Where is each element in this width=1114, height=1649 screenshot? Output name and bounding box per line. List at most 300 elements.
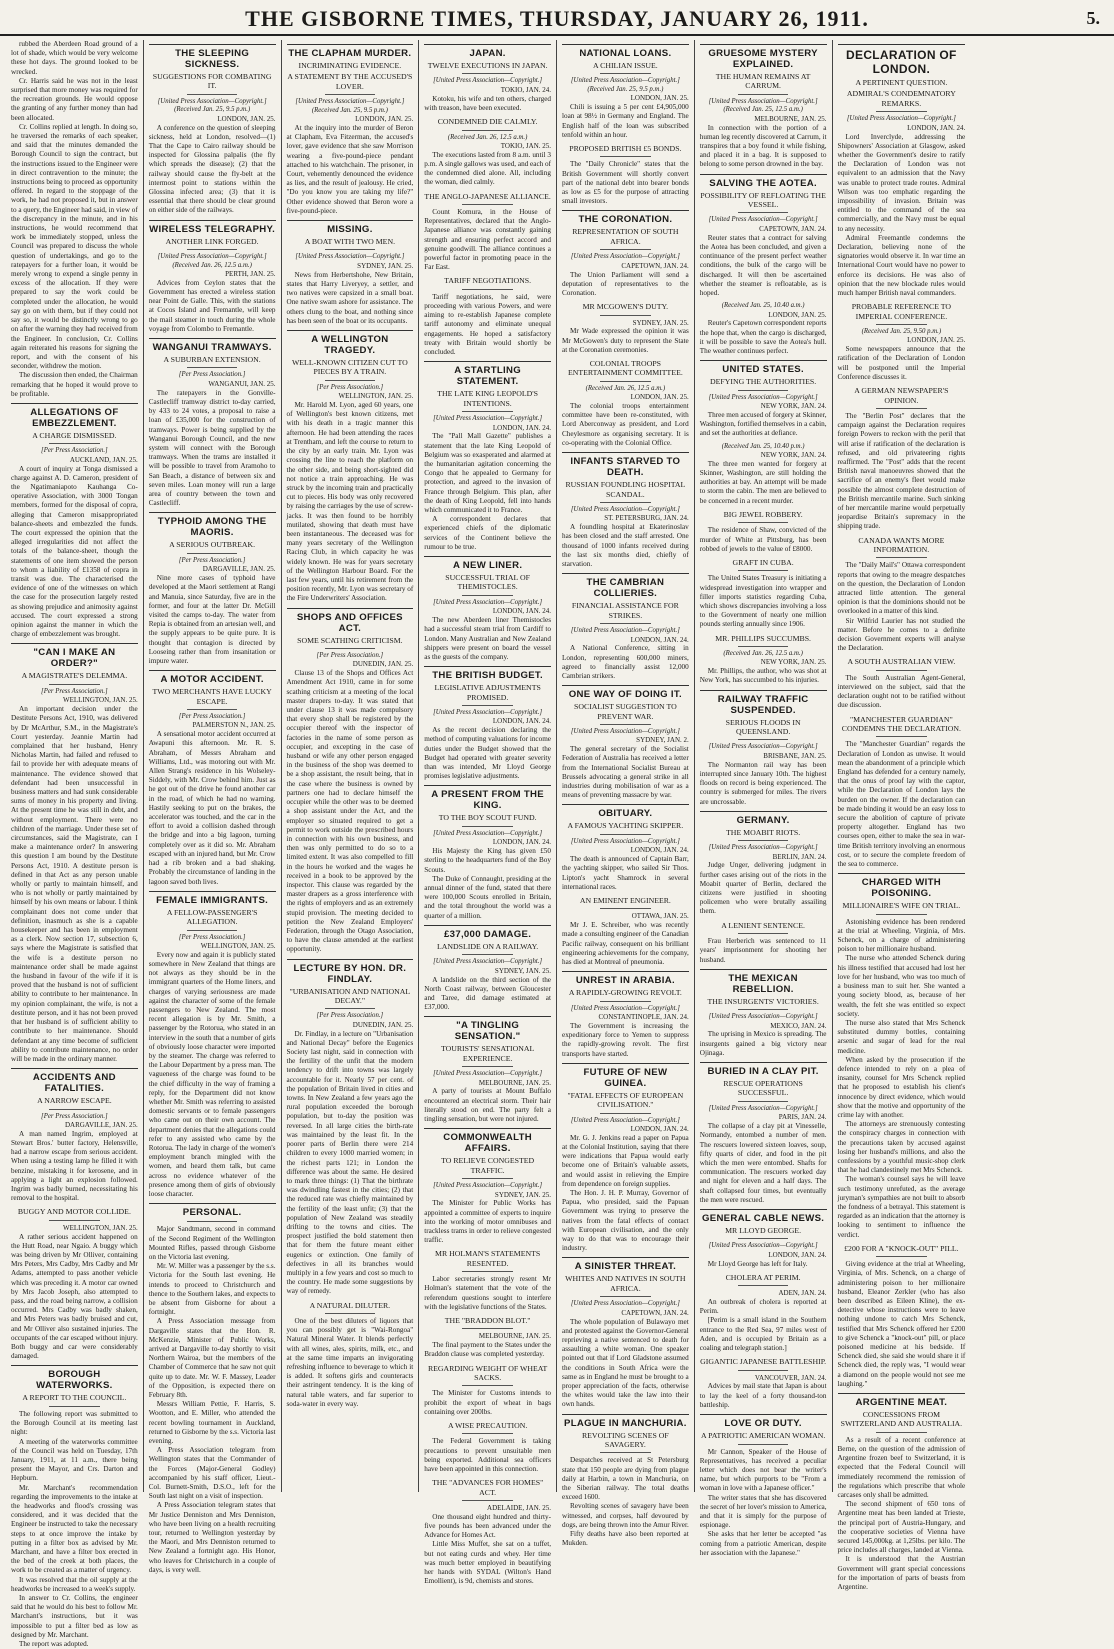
article-paragraph: The three men wanted for forgery at Skinner, Washington, are still holding the authorities at bay. An attempt will be made to storm the cabin. The men are believed to be concerned in a recent murder. bbox=[699, 459, 827, 505]
article-subheading: RUSSIAN FOUNDLING HOSPITAL SCANDAL. bbox=[565, 480, 686, 499]
dateline: LONDON, JAN. 25. bbox=[630, 393, 689, 402]
article-subheading: ADMIRAL'S CONDEMNATORY REMARKS. bbox=[846, 89, 956, 108]
press-credit: (Received Jan. 26, 12.5 a.m.) bbox=[585, 384, 666, 392]
divider-rule bbox=[600, 502, 651, 503]
article-subheading: MR MCGOWEN'S DUTY. bbox=[582, 302, 669, 312]
divider-rule bbox=[462, 411, 513, 412]
divider-rule bbox=[876, 557, 927, 558]
press-credit: [Per Press Association.] bbox=[178, 556, 246, 564]
dateline: ADEN, JAN. 24. bbox=[778, 1289, 827, 1298]
article bbox=[424, 1364, 551, 1417]
article-paragraph: Mr. G. J. Jenkins read a paper on Papua at the Colonial Institution, saying that there were indications that Papua would early become one of Britain's valuable assets, and would assist in relieving the Empire from dependence on foreign supplies. bbox=[562, 1133, 689, 1188]
divider-rule bbox=[600, 73, 651, 74]
article-paragraph: Judge Unger, delivering judgment in further cases arising out of the riots in the Moabit quarter of Berlin, declared the citizens were justified in shooting policemen who were brutally assailing them. bbox=[699, 861, 827, 916]
article-headline: OBITUARY. bbox=[562, 804, 689, 819]
article-paragraph: A court of inquiry at Tonga dismissed a charge against A. D. Cameron, president of the Ngatimaniapoto Kauhanga Co-operative Association, with 3000 Tongan members, formed for the disposal of copra, alleging that Cameron misappropriated balance-sheets and embezzled the funds. The court expressed the opinion that the alleged irregularities did not affect the totals of the balance-sheet, though the statements of one item showed the person to whom a liability of £1358 of copra in transit was due. The characterised the evidence of one of the witnesses on which the case for the prosecution largely rested as showing prejudice and animosity against accused. The court expressed a strong opinion against the manner in which the charge of embezzlement was brought. bbox=[11, 464, 138, 639]
article bbox=[700, 690, 827, 807]
article-headline: LECTURE BY HON. DR. FINDLAY. bbox=[287, 959, 414, 985]
press-credit: [Per Press Association.] bbox=[178, 712, 246, 720]
press-credit: (Received Jan. 25, 9.50 p.m.) bbox=[861, 327, 942, 335]
article-paragraph: Cr. Collins replied at length. In doing so, he traversed the remarks of each speaker, and said that the minutes demanded the Borough Council to sign the contract, but the instructions issued to the Engineer were in direct contravention to the minute; the instructions being to proceed as opportunity offered. In regard to the stoppage of the work, he had not proposed it, but in answer to a query, the Engineer had said, in view of the discrepancy in the minute, and in his instructions, he would recommend that work be immediately stopped, unless the Council was prepared to discuss the whole question of undertakings, and go to the ratepayers for a further loan, it would be merely wrong to expend a single penny in excess of the allocation. If they were prepared to say the work could be completed under the allocation, he would say go on with them, but if they could not say so, it would be distinctly wrong to go on after the warning they had received from the Engineer. In conclusion, Cr. Collins again reiterated his reasons for signing the report, and with the consent of his seconder, withdrew the motion. bbox=[11, 122, 138, 371]
dateline: LONDON, JAN. 25. bbox=[217, 114, 276, 123]
article-headline: TYPHOID AMONG THE MAORIS. bbox=[149, 512, 276, 538]
divider-rule bbox=[876, 324, 927, 325]
article-subheading: REPRESENTATION OF SOUTH AFRICA. bbox=[572, 227, 679, 246]
divider-rule bbox=[462, 289, 513, 290]
article-subheading: DEFYING THE AUTHORITIES. bbox=[710, 377, 817, 387]
article-subheading: AN EMINENT ENGINEER. bbox=[579, 895, 671, 905]
divider-rule bbox=[462, 1385, 513, 1386]
divider-rule bbox=[738, 390, 789, 391]
article-subheading: A FELLOW-PASSENGER'S ALLEGATION. bbox=[166, 907, 258, 927]
article bbox=[562, 1414, 689, 1549]
divider-rule bbox=[876, 408, 927, 409]
article-headline: THE SLEEPING SICKNESS. bbox=[149, 44, 276, 70]
dateline: SYDNEY, JAN. 25. bbox=[357, 261, 414, 270]
article-paragraph: The "Pall Mall Gazette" publishes a statement that the late King Leopold of Belgium was so exasperated and alarmed at the humanitarian agitation concerning the Congo that he appealed to Germany for protection, and agreed to the invasion of France through Belgium. This plan, after the death of King Leopold, fell into hands which communicated it to France. bbox=[424, 432, 551, 515]
article bbox=[562, 1257, 689, 1409]
article-subheading: A SERIOUS OUTBREAK. bbox=[169, 540, 256, 550]
article bbox=[149, 1203, 276, 1575]
article-headline: A WELLINGTON TRAGEDY. bbox=[287, 330, 414, 356]
article-paragraph: Mr. Harold M. Lyon, aged 60 years, one of Wellington's best known citizens, met with his death in a tragic manner this afternoon. He had been attending the races at Trentham, and left the course to return to the city by an early train. Mr. Lyon was crossing the line to reach the platform on the other side, and being short-sighted did not notice a train approaching. He was struck by the incoming train and practically cut to pieces. His body was only recovered by raising the carriages by the use of screw-jacks. It was then found to be horribly mutilated, showing that death must have been instantaneous. The deceased was for many years secretary of the Wellington Racing Club, in which capacity he was widely known. He was for years secretary of the Wellington Harbour Board. For the last few years, until his retirement from the position recently, Mr. Lyon was secretary of the Fire Underwriters' Association. bbox=[286, 401, 414, 603]
press-credit: (Received Jan. 25, 10.40 a.m.) bbox=[721, 302, 805, 310]
divider-rule bbox=[876, 111, 927, 112]
article-subheading: REGARDING WEIGHT OF WHEAT SACKS. bbox=[427, 1363, 548, 1383]
article bbox=[11, 1068, 138, 1203]
divider-rule bbox=[738, 1370, 789, 1371]
divider-rule bbox=[876, 736, 927, 737]
article bbox=[562, 452, 689, 569]
press-credit: (Received Jan. 26, 12.5 a.m.) bbox=[723, 649, 803, 657]
article-subheading: A SOUTH AUSTRALIAN VIEW. bbox=[847, 657, 956, 667]
masthead bbox=[0, 0, 1114, 36]
article-headline: THE MEXICAN REBELLION. bbox=[700, 969, 827, 995]
press-credit: [Per Press Association.] bbox=[316, 1012, 384, 1020]
divider-rule bbox=[462, 204, 513, 205]
press-credit: [United Press Association—Copyright.] bbox=[846, 115, 956, 123]
dateline: DARGAVILLE, JAN. 25. bbox=[202, 565, 276, 574]
article-subheading: MR. PHILLIPS SUCCUMBS. bbox=[715, 633, 811, 643]
article-headline: SHOPS AND OFFICES ACT. bbox=[287, 608, 414, 634]
press-credit: [United Press Association—Copyright.] bbox=[433, 708, 543, 716]
article-paragraph: Every now and again it is publicly stated somewhere in New Zealand that things are not always as they should be in the immigrant quarters of the Home liners, and charges of varying seriousness are made against the character of some of the female passengers to New Zealand. The most recent allegation is by Mr. Smith, a passenger by the Rotorua, who stated in an interview in the south that a number of girls of obviously loose character were imported by the steamer. The charge was referred to the Labour Department by a press man. The vagueness of the charge was found to be the chief difficulty in the way of framing a reply, for the Department did not know whether Mr. Smith was referring to assisted domestic servants or to female passengers who came out on their own account. The department denies that the allegations could refer to any assisted who came by the Rotorua. The lady in charge of the women's employment branch mingled with the women, and heard them talk, but came across no evidence whatever of the presence among them of girls of obviously loose character. bbox=[148, 950, 276, 1199]
dateline: NEW YORK, JAN. 24. bbox=[760, 451, 827, 460]
article bbox=[287, 330, 414, 604]
article-paragraph: The following report was submitted to the Borough Council at its meeting last night: bbox=[11, 1409, 138, 1437]
article-subheading: SUCCESSFUL TRIAL OF THEMISTOCLES. bbox=[445, 573, 530, 592]
column-1 bbox=[6, 40, 144, 1648]
article bbox=[562, 359, 689, 448]
press-credit: [United Press Association—Copyright.] bbox=[570, 627, 680, 635]
divider-rule bbox=[600, 249, 651, 250]
divider-rule bbox=[462, 705, 513, 706]
article-subheading: BIG JEWEL ROBBERY. bbox=[723, 509, 803, 519]
article-subheading: A LENIENT SENTENCE. bbox=[721, 920, 805, 930]
article-paragraph: The "Daily Mail's" Ottawa correspondent reports that owing to the meagre despatches on the question, the Declaration of London attracted little attention. The general opinion is that the dominions should not be overlooked in a matter of this kind. bbox=[837, 561, 966, 616]
dateline: LONDON, JAN. 24. bbox=[492, 717, 551, 726]
article-paragraph: Reuter states that a contract for salving the Aotea has been concluded, and given a continuance of the present perfect weather conditions, the bulk of the cargo will be discharged. It will then be ascertained whether the steamer is refloatable, as is hoped. bbox=[699, 233, 827, 297]
article-headline: UNREST IN ARABIA. bbox=[562, 971, 689, 986]
article-subheading: THE "ADVANCES FOR HOMES" ACT. bbox=[431, 1478, 544, 1497]
article-subheading: THE ANGLO-JAPANESE ALLIANCE. bbox=[424, 191, 551, 201]
press-credit: [United Press Association—Copyright.] bbox=[708, 393, 818, 401]
article-subheading: "FATAL EFFECTS OF EUROPEAN CIVILISATION." bbox=[567, 1090, 684, 1110]
press-credit: [United Press Association—Copyright.] bbox=[708, 743, 818, 751]
article bbox=[149, 44, 276, 216]
article-paragraph: An outbreak of cholera is reported at Perim. bbox=[699, 1298, 827, 1316]
article-headline: UNITED STATES. bbox=[700, 360, 827, 375]
dateline: PERTH, JAN. 25. bbox=[225, 270, 276, 279]
article-subheading: A MAGISTRATE'S DELEMMA. bbox=[21, 671, 128, 681]
divider-rule bbox=[600, 156, 651, 157]
article bbox=[838, 44, 966, 298]
article-subheading: COLONIAL TROOPS ENTERTAINMENT COMMITTEE. bbox=[567, 358, 683, 378]
article bbox=[424, 192, 551, 273]
divider-rule bbox=[738, 840, 789, 841]
press-credit: [United Press Association—Copyright.] bbox=[433, 958, 543, 966]
article-headline: PERSONAL. bbox=[149, 1203, 276, 1218]
article bbox=[700, 1062, 827, 1205]
article-headline: COMMONWEALTH AFFAIRS. bbox=[424, 1128, 551, 1154]
article-paragraph: Mr Lloyd George has left for Italy. bbox=[707, 1259, 808, 1268]
article-paragraph: Mr. W. Miller was a passenger by the s.s. Victoria for the South last evening. He intends to proceed to Christchurch and thence to the Southern lakes, and expects to be absent from Gisborne for about a fortnight. bbox=[148, 1262, 276, 1317]
article-paragraph: Nine more cases of typhoid have developed at the Maori settlement at Rangi and Manuia, since Saturday, five are in the former, and four at the latter Dr. McGill visited the camps to-day. The water from Repia is obtained from an artesian well, and the supply appears to be quite pure. It is thought that contagion is directed by Looseing rather than from insanitation or impure water. bbox=[148, 574, 276, 665]
article-headline: CHARGED WITH POISONING. bbox=[838, 873, 966, 899]
article-paragraph: Advices from Ceylon states that the Government has erected a wireless station near Point de Galle. This, with the stations at Cocos Island and Fremantle, will keep the mail steamer in touch during the whole voyage from Colombo to Fremantle. bbox=[148, 278, 276, 333]
article-subheading: ANOTHER LINK FORGED. bbox=[165, 236, 259, 246]
divider-rule bbox=[738, 1009, 789, 1010]
divider-rule bbox=[187, 367, 238, 368]
article bbox=[562, 804, 689, 892]
article-paragraph: At the inquiry into the murder of Beron at Clapham, Eva Fitzerman, the accused's lover, gave evidence that she saw Morrison wearing a five-pound-piece pendant attached to his watchchain. The prisoner, in Court, vehemently denounced the evidence as lies, and the result of jealousy. He cried, "Do you know you are taking my life?" Other evidence showed that Beron wore a five-pound-piece. bbox=[286, 124, 414, 215]
press-credit: [United Press Association—Copyright.] bbox=[433, 829, 543, 837]
article-paragraph: The woman's counsel says he will leave such testimony unrefuted, as the average juryman's sympathies are not built to absorb the fondness of a betrayal. This statement is regarded as an indication that the attorney is looking to sentiment to influence the verdict. bbox=[837, 1175, 966, 1239]
article-paragraph: Little Miss Muffet, she sat on a tuffet, but not eating curds and whey. Her time was much better employed in beautifying her hands with SYDAL (Wilton's Hand Emollient), is 9d, chemists and stores. bbox=[424, 1540, 551, 1586]
article-paragraph: The South Australian Agent-General, interviewed on the subject, said that the declaration ought not to be ratified without due discussion. bbox=[837, 673, 966, 710]
article bbox=[287, 44, 414, 216]
article bbox=[700, 174, 827, 299]
dateline: DUNEDIN, JAN. 25. bbox=[352, 660, 414, 669]
article-paragraph: Mr. Marchant's recommendation regarding the improvements to the intake at the headworks and flood's crossing was considered, and it was decided that the Engineer be instructed to take the necessary steps to at once improve the intake by putting in a filter box as advised by Mr. Marchant, and have a filter box erected in the bed of the creek at both places, the work to be created as a matter of urgency. bbox=[11, 1483, 138, 1575]
article bbox=[562, 144, 689, 206]
divider-rule bbox=[325, 1008, 376, 1009]
article-paragraph: Labor secretaries strongly resent Mr Holman's statement that the vote of the referendum questions sought to interfere with the legislative functions of the States. bbox=[424, 1275, 551, 1311]
article-paragraph: A party of tourists at Mount Buffalo encountered an electrical storm. Their hair literally stood on end. The party felt a tingling sensation, but were not injured. bbox=[424, 1087, 551, 1124]
divider-rule bbox=[462, 130, 513, 131]
divider-rule bbox=[738, 1285, 789, 1286]
article bbox=[838, 657, 966, 710]
divider-rule bbox=[876, 1432, 927, 1433]
divider-rule bbox=[600, 315, 651, 316]
article bbox=[700, 969, 827, 1058]
divider-rule bbox=[738, 1444, 789, 1445]
article-paragraph: As the recent decision declaring the method of computing valuations for income duties under the Budget showed that the Budget had operated with greater severity than was intended, Mr Lloyd George promises legislative adjustments. bbox=[424, 726, 551, 781]
article-paragraph: The Minister for Customs intends to prohibit the export of wheat in bags containing over 200lbs. bbox=[424, 1389, 551, 1416]
article-paragraph: Frau Herberich was sentenced to 11 years' imprisonment for shooting her husband. bbox=[699, 937, 827, 964]
article-paragraph: The attorneys are strenuously contesting the conspiracy charges in connection with the precautions taken by accused against losing her husband's millions, and also the confessions by a youthful music-shop clerk that he had clandestinely met Mrs Schenck. bbox=[837, 1120, 966, 1175]
dateline: LONDON, JAN. 25. bbox=[630, 94, 689, 103]
press-credit: [United Press Association—Copyright.] bbox=[570, 1004, 680, 1012]
press-credit: [United Press Association—Copyright.] (Received Jan. 25, 12.5 a.m.) bbox=[708, 97, 818, 114]
article-paragraph: Kotoku, his wife and ten others, charged with treason, have been executed. bbox=[424, 94, 551, 112]
article-subheading: SERIOUS FLOODS IN QUEENSLAND. bbox=[725, 717, 801, 737]
article-paragraph: She asks that her letter be accepted "as coming from a patriotic American, despite her association with the Japanese." bbox=[699, 1530, 827, 1557]
article-subheading: THE "BRADDON BLOT." bbox=[444, 1316, 531, 1325]
dateline: LONDON, JAN. 25. bbox=[355, 115, 414, 124]
article-headline: NATIONAL LOANS. bbox=[562, 44, 689, 59]
article-subheading: A WISE PRECAUTION. bbox=[447, 1421, 528, 1431]
article-subheading: TOURISTS' SENSATIONAL EXPERIENCE. bbox=[440, 1044, 535, 1063]
article-subheading: BUGGY AND MOTOR COLLIDE. bbox=[17, 1207, 131, 1217]
article-paragraph: Astonishing evidence has been rendered at the trial at Wheeling, Virginia, of Mrs. Schenck, on a charge of administering poison to her millionaire husband. bbox=[837, 917, 966, 954]
press-credit: [United Press Association—Copyright.] bbox=[570, 253, 680, 261]
article bbox=[562, 685, 689, 800]
article-paragraph: A Press Association telegram from Wellington states that the Commander of the Forces (Major-General Godley) accompanied by his staff officer, Lieut.-Col. Burnett-Smith, D.S.O., left for the South last night on a visit of inspection. bbox=[148, 1446, 276, 1501]
article-headline: £37,000 DAMAGE. bbox=[424, 925, 551, 940]
article-subheading: LEGISLATIVE ADJUSTMENTS PROMISED. bbox=[434, 683, 541, 702]
divider-rule bbox=[738, 646, 789, 647]
article-headline: A SINISTER THREAT. bbox=[562, 1257, 689, 1272]
dateline: OTTAWA, JAN. 25. bbox=[631, 912, 689, 921]
press-credit: [United Press Association—Copyright.] bbox=[433, 1070, 543, 1078]
press-credit: [United Press Association—Copyright.] bbox=[570, 1116, 680, 1124]
article-paragraph: One of the best diluters of liquors that you can possibly get is "Wai-Rongoa" Natural Mineral Water. It blends perfectly with all wines, ales, spirits, milk, etc., and at the same time imparts an invigorating refreshing influence to beverage to which it is added. It softens girls and counteracts their astringent tendency. It is the king of natural table waters, and far superior to soda-water in every way. bbox=[286, 1316, 414, 1408]
article-paragraph: The residence of Shaw, convicted of the murder of White at Pittsburg, has been robbed of jewels to the value of £8000. bbox=[699, 526, 827, 553]
article bbox=[700, 1273, 827, 1353]
dateline: ST. PETERSBURG, JAN. 24. bbox=[604, 514, 689, 523]
article bbox=[700, 811, 827, 917]
column-4 bbox=[419, 40, 557, 1586]
press-credit: [United Press Association—Copyright.] (Received Jan. 26, 12.5 a.m.) bbox=[157, 253, 267, 269]
divider-rule bbox=[462, 1178, 513, 1179]
article-paragraph: Revolting scenes of savagery have been witnessed, and corpses, half devoured by dogs, are being thrown into the Amur River. bbox=[562, 1502, 689, 1529]
article-subheading: LANDSLIDE ON A RAILWAY. bbox=[437, 941, 539, 951]
article-headline: SALVING THE AOTEA. bbox=[700, 174, 827, 189]
article-headline: THE CORONATION. bbox=[562, 210, 689, 225]
article bbox=[149, 891, 276, 1200]
dateline: WANGANUI, JAN. 25. bbox=[208, 379, 276, 388]
article-paragraph: The Federal Government is taking precautions to prevent unsuitable men being exported. Additional sea officers have been appointed in this connection. bbox=[424, 1437, 551, 1474]
article-subheading: GRAFT IN CUBA. bbox=[732, 557, 794, 567]
article-paragraph: A man named Ingrim, employed at Stewart Bros.' butter factory, Helensville, had a narrow escape from serious accident. When using a testing lamp he filled it with benzine, mistaking it for kerosene, and in applying a light an explosion followed. Ingrim was badly burned, necessitating his removal to the hospital. bbox=[11, 1129, 138, 1203]
article-subheading: WELL-KNOWN CITIZEN CUT TO PIECES BY A TRAIN. bbox=[291, 357, 408, 377]
article-headline: "CAN I MAKE AN ORDER?" bbox=[11, 643, 138, 669]
article-paragraph: News from Herbertshohe, New Britain, states that Harry Liveryey, a settler, and two natives were capsized in a small boat. One native swam ashore for assistance. The others clung to the boat, and nothing since has been seen of the boat or its occupants. bbox=[286, 270, 414, 325]
article-paragraph: The "Berlin Post" declares that the campaign against the Declaration requires foreign Powers to reckon with the peril that will arise if ratification of the declaration is refused, and old privateering rights reaffirmed. The "Post" adds that the recent British naval manoeuvres showed that the sacrifice of an enemy's fleet would make possible the almost complete destruction of the British mercantile marine. Such sinking of her mercantile marine would perpetually jeopardise Britain's supremacy in the shipping trade. bbox=[837, 411, 966, 531]
dateline: MELBOURNE, JAN. 25. bbox=[754, 114, 827, 123]
dateline: MELBOURNE, JAN. 25. bbox=[478, 1078, 551, 1087]
article-paragraph: The United States Treasury is initiating a widespread investigation into wrapper and filler imports statistics regarding Cuba, which shows discrepancies involving a loss to the Government of nearly one million pounds sterling annually since 1906. bbox=[699, 574, 827, 629]
article-paragraph: A Press Association message from Dargaville states that the Hon. R. McKenzie, Minister of Public Works, arrived at Dargaville to-day shortly to visit Northern Wairoa, but the members of the Chamber of Commerce that he saw not quit quite up to date. Mr. W. F. Massey, Leader of the Opposition, is expected there on February 8th. bbox=[148, 1317, 276, 1399]
press-credit: [United Press Association—Copyright.] bbox=[708, 216, 818, 224]
article-paragraph: A National Conference, sitting in London, representing 600,000 miners, agreed to financially assist 12,000 Cambrian strikers. bbox=[562, 644, 689, 680]
divider-rule bbox=[600, 1001, 651, 1002]
article-paragraph: A Press Association telegram states that Mr Justice Denniston and Mrs Denniston, who have been living on a health recruiting tour, returned to Wellington yesterday by the Maori, and Mrs Denniston returned to New Zealand a fortnight ago. His Honor, who leaves for Christchurch in a couple of days, is very well. bbox=[148, 1501, 276, 1574]
article-paragraph: A meeting of the waterworks committee of the Council was held on Tuesday, 17th January, 1911, at 11 a.m., there being present the Mayor, and Crs. Darton and Hepburn. bbox=[11, 1437, 138, 1483]
dateline: WELLINGTON, JAN. 25. bbox=[338, 392, 414, 401]
article bbox=[838, 302, 966, 382]
article bbox=[424, 117, 551, 188]
press-credit: [United Press Association—Copyright.] (Received Jan. 25, 9.5 p.m.) bbox=[157, 97, 267, 114]
article-paragraph: A correspondent declares that experienced chiefs of the diplomatic services of the Continent believe the rumour to be true. bbox=[424, 515, 551, 551]
article-paragraph: A sensational motor accident occurred at Awapuni this afternoon. Mr. R. S. Abraham, of Messrs Abraham and Williams, Ltd., was motoring out with Mr. Allen Strang's residence in his Wolseley-Siddely, with Mr. Crow behind him. Just as he got out of the drive he found another car in the road, of which he had no warning. Hastily seeking to put on the brakes, the accelerator was touched, and the car in the effort to avoid a collision dashed through the bridge and into a big lagoon, turning completely over as it did so. Mr. Abraham escaped with an injured hand, but Mr. Crow had a rib broken and a bad shaking. Probably the circumstance of landing in the lagoon saved both lives. bbox=[148, 730, 276, 886]
article bbox=[149, 512, 276, 666]
dateline: TOKIO, JAN. 25. bbox=[500, 142, 551, 151]
article-paragraph: Chili is issuing a 5 per cent £4,905,000 loan at 98½ in Germany and England. The English half of the loan was subscribed tenfold within an hour. bbox=[562, 103, 689, 139]
article-subheading: RESCUE OPERATIONS SUCCESSFUL. bbox=[723, 1079, 803, 1098]
dateline: TOKIO, JAN. 24. bbox=[500, 85, 551, 94]
press-credit: [United Press Association—Copyright.] (Received Jan. 25, 9.5 p.m.) bbox=[295, 98, 405, 114]
article-subheading: THE HUMAN REMAINS AT CARRUM. bbox=[715, 72, 811, 91]
article-paragraph: The second shipment of 650 tons of Argentine meat has been landed at Trieste, the principal port of Austria-Hungary, and the cooperative societies of Vienna have secured 145,000kg. at 1,25lbs. per kilo. The price includes all charges, landed at Vienna. bbox=[837, 1500, 966, 1555]
divider-rule bbox=[600, 834, 651, 835]
article-subheading: TARIFF NEGOTIATIONS. bbox=[444, 276, 532, 286]
dateline: LONDON, JAN. 24. bbox=[907, 123, 966, 132]
article-headline: "A TINGLING SENSATION." bbox=[424, 1016, 551, 1042]
article-paragraph: It was resolved that the oil supply at the headworks be increased to a week's supply. bbox=[11, 1575, 138, 1593]
article-subheading: A STATEMENT BY THE ACCUSED'S LOVER. bbox=[287, 72, 413, 91]
dateline: CONSTANTINOPLE, JAN. 24. bbox=[598, 1013, 689, 1022]
divider-rule bbox=[738, 522, 789, 523]
article-paragraph: Mr J. E. Schreiber, who was recently made a consulting engineer of the Canadian Pacific railway, consequent on his brilliant engineering achievements for the company, has died at Montreal of pneumonia. bbox=[562, 921, 689, 966]
article-subheading: CONDEMNED DIE CALMLY. bbox=[437, 117, 538, 127]
dateline: VANCOUVER, JAN. 24. bbox=[754, 1373, 827, 1382]
article bbox=[700, 634, 827, 686]
article-paragraph: It is understood that the Austrian Government will grant special concessions for the importation of parts of beasts from Argentine. bbox=[837, 1555, 966, 1592]
article bbox=[700, 1357, 827, 1410]
divider-rule bbox=[187, 94, 238, 95]
dateline: BRISBANE, JAN. 25. bbox=[763, 751, 827, 760]
article-headline: DECLARATION OF LONDON. bbox=[838, 44, 966, 76]
article-paragraph: The collapse of a clay pit at Vinesselle, Normandy, entombed a number of men. The rescuers lowered sixteen loaves, soup, fifty quarts of cider, and food in the pit which the men were entombed. Shafts for communication. The rescuers worked day and night for eleven and a half days. The shaft collapsed four times, but eventually the men were rescued. bbox=[699, 1122, 827, 1204]
press-credit: (Received Jan. 25, 10.40 p.m.) bbox=[721, 442, 805, 450]
article-headline: RAILWAY TRAFFIC SUSPENDED. bbox=[700, 690, 827, 716]
press-credit: [Per Press Association.] bbox=[316, 383, 384, 391]
article-headline: GERMANY. bbox=[700, 811, 827, 826]
article bbox=[700, 510, 827, 554]
article-headline: MISSING. bbox=[287, 220, 414, 235]
article-subheading: A BOAT WITH TWO MEN. bbox=[304, 237, 396, 247]
divider-rule bbox=[49, 443, 100, 444]
divider-rule bbox=[187, 930, 238, 931]
article bbox=[838, 873, 966, 1240]
press-credit: [Per Press Association.] bbox=[316, 651, 384, 659]
article-subheading: A REPORT TO THE COUNCIL. bbox=[22, 1393, 127, 1403]
dateline: AUCKLAND, JAN. 25. bbox=[69, 455, 138, 464]
article-subheading: TO THE BOY SCOUT FUND. bbox=[438, 813, 537, 823]
dateline: WELLINGTON, JAN. 25. bbox=[63, 1223, 138, 1232]
press-credit: [United Press Association—Copyright.] (Received Jan. 25, 9.5 p.m.) bbox=[570, 77, 680, 93]
article bbox=[562, 302, 689, 355]
article-subheading: TWO MERCHANTS HAVE LUCKY ESCAPE. bbox=[152, 687, 272, 706]
divider-rule bbox=[187, 709, 238, 710]
article bbox=[562, 573, 689, 681]
press-credit: [Per Press Association.] bbox=[41, 687, 108, 695]
divider-rule bbox=[600, 1296, 651, 1297]
article-paragraph: Fifty deaths have also been reported at Mukden. bbox=[562, 1530, 689, 1548]
article-paragraph: The colonial troops entertainment committee have been re-constituted, with Lord Aberconway as president, and Lord Cheylesmore as organising secretary. It is co-operating with the Colonial Office. bbox=[562, 402, 689, 447]
article bbox=[11, 643, 138, 1064]
page-number: 5. bbox=[1086, 8, 1100, 28]
article bbox=[700, 302, 827, 356]
article-paragraph: Messrs William Pettie, F. Harris, S. Wootton, and E. Miller, who attended the recent bowling tournament in Auckland, returned to Gisborne by the s.s. Victoria last evening. bbox=[148, 1400, 276, 1445]
article-subheading: MR HOLMAN'S STATEMENTS RESENTED. bbox=[435, 1249, 541, 1268]
article bbox=[424, 44, 551, 113]
article-headline: BURIED IN A CLAY PIT. bbox=[700, 1062, 827, 1077]
article-paragraph: A rather serious accident happened on the Hutt Road, near Ngaio. A buggy which was being driven by Mr Olliver, containing Mrs Peters, Mrs Cadby, Mrs Cadby and Mr Adams, attempted to pass another vehicle which was preceding it. A motor car owned by Mrs Jacob Joseph, also attempted to pass, and the road being narrow, a collision occurred. Mrs Cadby was badly shaken, and Mrs Peters was badly bruised and cut, and Mr Olliver also sustained injuries. The occupants of the car escaped without injury. Both buggy and car were considerably damaged. bbox=[11, 1232, 138, 1361]
divider-rule bbox=[462, 595, 513, 596]
article-paragraph: The death is announced of Captain Barr, the yachting skipper, who sailed Sir Thos. Lipton's yacht Shamrock in several international races. bbox=[562, 855, 689, 891]
article bbox=[424, 361, 551, 552]
article-paragraph: In connection with the portion of a human leg recently discovered at Carrum, it transpires that a boy found it while fishing, and placed it in a bag. It is supposed to belong to some person drowned in the bay. bbox=[699, 123, 827, 169]
article-subheading: INCRIMINATING EVIDENCE. bbox=[298, 61, 402, 70]
article-subheading: PROBABLE REFERENCE TO IMPERIAL CONFERENCE. bbox=[851, 302, 952, 321]
article-subheading: WHITES AND NATIVES IN SOUTH AFRICA. bbox=[565, 1274, 686, 1293]
article bbox=[700, 360, 827, 438]
dateline: LONDON, JAN. 24. bbox=[630, 1125, 689, 1134]
article-subheading: A NARROW ESCAPE. bbox=[37, 1096, 112, 1106]
divider-rule bbox=[462, 954, 513, 955]
press-credit: [Per Press Association.] bbox=[41, 1112, 108, 1120]
article bbox=[424, 1128, 551, 1245]
article-paragraph: When asked by the prosecution if the defence intended to rely on a plea of insanity, counsel for Mrs Schenck replied that he proposed to establish his client's innocence by direct evidence, which would show that the motive and opportunity of the crime lay with another. bbox=[837, 1055, 966, 1119]
article bbox=[700, 558, 827, 630]
article bbox=[838, 1244, 966, 1389]
article-subheading: CONCESSIONS FROM SWITZERLAND AND AUSTRALIA. bbox=[840, 1410, 963, 1429]
article-paragraph: His Majesty the King has given £50 sterling to the headquarters fund of the Boy Scouts. bbox=[424, 847, 551, 874]
press-credit: [United Press Association—Copyright.] bbox=[570, 837, 680, 845]
article-subheading: A SUBURBAN EXTENSION. bbox=[163, 355, 261, 365]
article-headline: WANGANUI TRAMWAYS. bbox=[149, 338, 276, 353]
article-paragraph: A landslide on the third section of the North Coast railway, between Gloucester and Taree, did damage estimated at £37,000. bbox=[424, 975, 551, 1012]
article-headline: JAPAN. bbox=[424, 44, 551, 59]
article-headline: A NEW LINER. bbox=[424, 556, 551, 571]
article bbox=[562, 44, 689, 140]
divider-rule bbox=[49, 1406, 100, 1407]
divider-rule bbox=[462, 1066, 513, 1067]
dateline: LONDON, JAN. 24. bbox=[630, 635, 689, 644]
article-paragraph: Sir Wilfrid Laurier has not studied the matter. Before he comes to a definite decision Government experts will analyse the Declaration. bbox=[837, 616, 966, 653]
press-credit: [United Press Association—Copyright.] bbox=[295, 253, 405, 261]
article bbox=[424, 276, 551, 357]
article-subheading: A GERMAN NEWSPAPER'S OPINION. bbox=[854, 386, 949, 405]
divider-rule bbox=[600, 623, 651, 624]
divider-rule bbox=[462, 73, 513, 74]
article-subheading: "MANCHESTER GUARDIAN" CONDEMNS THE DECLARATION. bbox=[841, 714, 961, 734]
article bbox=[424, 785, 551, 920]
dateline: LONDON, JAN. 24. bbox=[630, 846, 689, 855]
article-paragraph: The "Daily Chronicle" states that the British Government will shortly convert part of the national debt into bearer bonds as low as £5 for the purpose of attracting small investors. bbox=[562, 160, 689, 206]
article-paragraph: The Minister for Public Works has appointed a committee of experts to inquire into the working of motor omnibuses and trackless trams in order to relieve congested traffic. bbox=[424, 1199, 551, 1245]
divider-rule bbox=[187, 1221, 238, 1222]
article-paragraph: rubbed the Aberdeen Road ground of a lot of shade, which would be very welcome these hot days. The ground looked to be wrecked. bbox=[11, 40, 138, 76]
article-paragraph: Cr. Harris said he was not in the least surprised that more money was required for the recreation grounds. He would oppose the granting of any further money than had been allocated. bbox=[11, 76, 138, 122]
article-subheading: A PATRIOTIC AMERICAN WOMAN. bbox=[700, 1431, 826, 1441]
article-headline: A STARTLING STATEMENT. bbox=[424, 361, 551, 387]
article bbox=[700, 921, 827, 965]
press-credit: [United Press Association—Copyright.] bbox=[708, 844, 818, 852]
divider-rule bbox=[600, 381, 651, 382]
dateline: NEW YORK, JAN. 25. bbox=[760, 658, 827, 667]
article-subheading: FINANCIAL ASSISTANCE FOR STRIKES. bbox=[571, 601, 679, 620]
article-subheading: A FAMOUS YACHTING SKIPPER. bbox=[567, 821, 684, 831]
divider-rule bbox=[738, 1101, 789, 1102]
article-headline: LOVE OR DUTY. bbox=[700, 1414, 827, 1429]
divider-rule bbox=[325, 249, 376, 250]
article-headline: THE CAMBRIAN COLLIERIES. bbox=[562, 573, 689, 599]
dateline: ADELAIDE, JAN. 25. bbox=[487, 1504, 551, 1513]
